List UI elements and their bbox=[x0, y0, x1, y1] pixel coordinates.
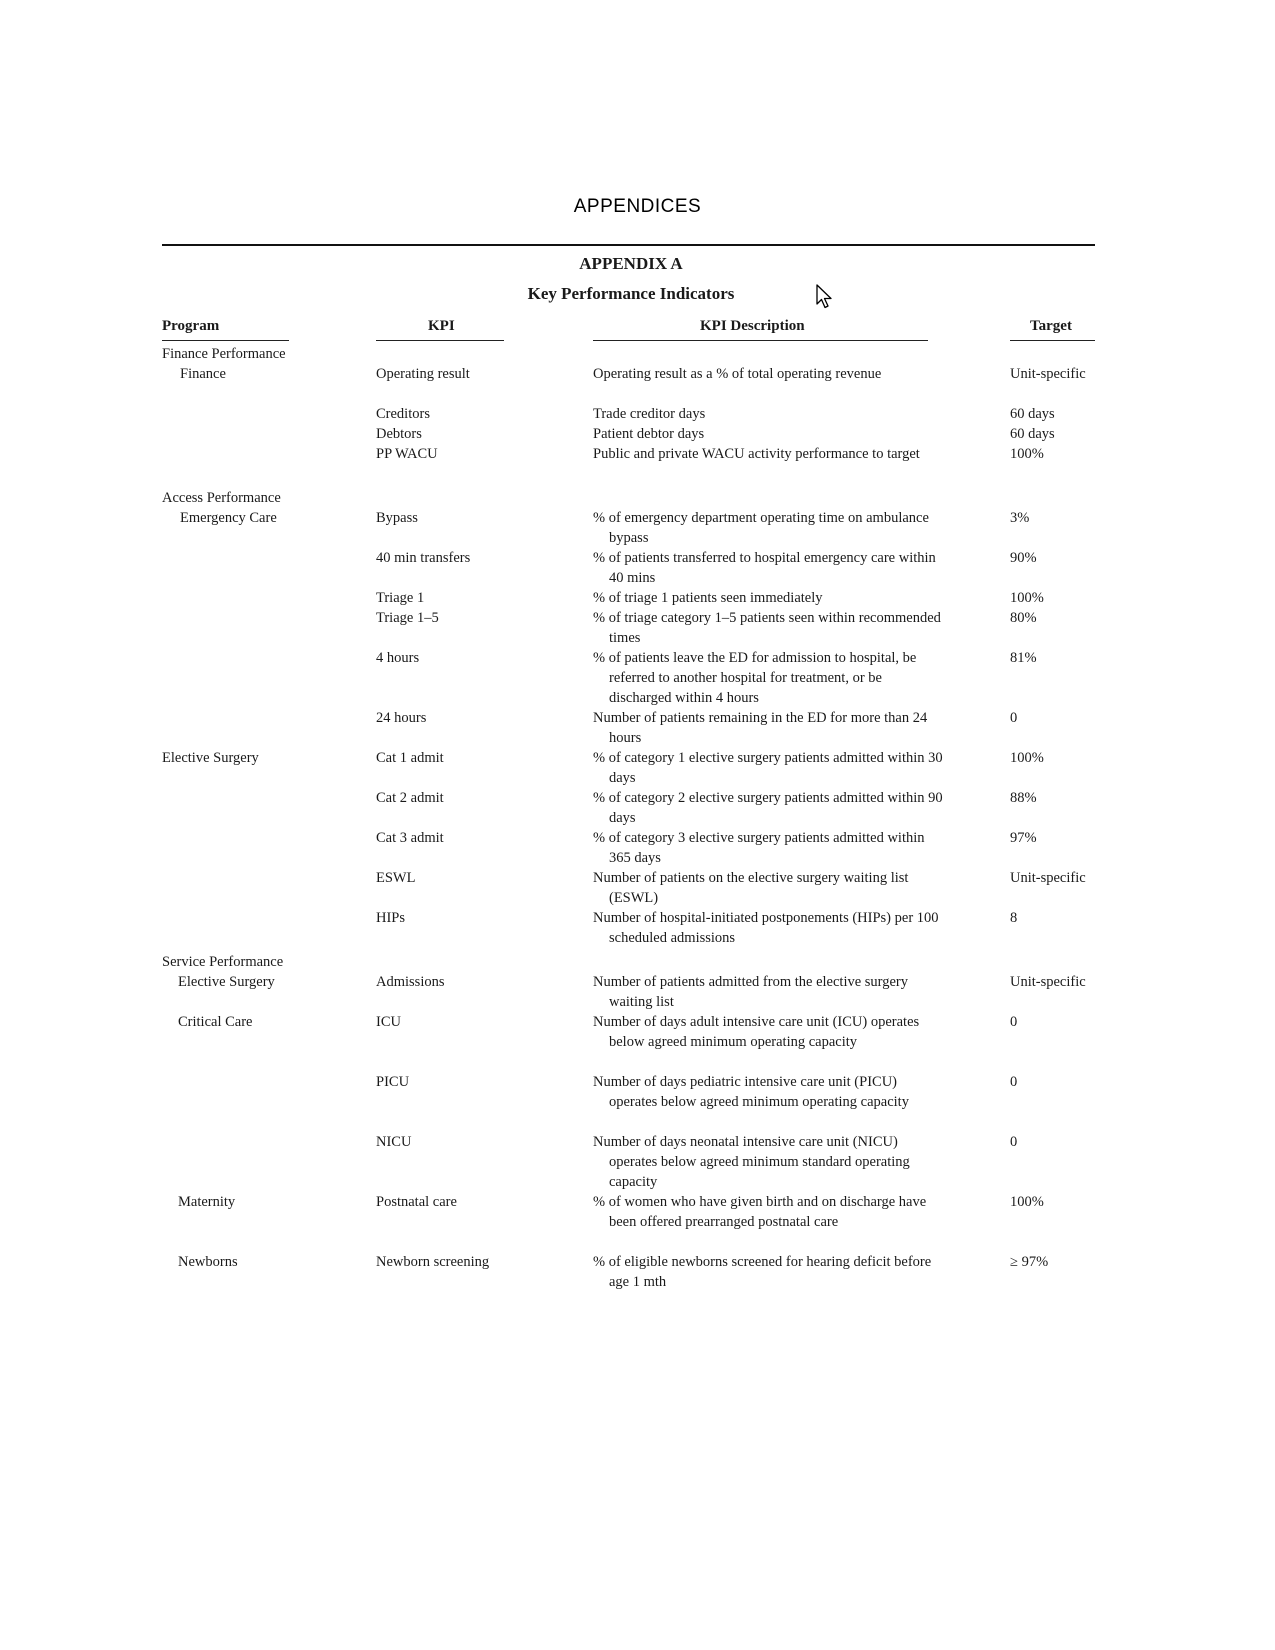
program-cell: Service Performance bbox=[162, 954, 284, 970]
header-description-rule bbox=[593, 340, 928, 341]
kpi-cell: NICU bbox=[376, 1134, 412, 1150]
kpi-cell: 40 min transfers bbox=[376, 550, 471, 566]
header-kpi-rule bbox=[376, 340, 504, 341]
description-cell: Number of days pediatric intensive care unit (PICU) operates below agreed minimum operating capacity bbox=[593, 1074, 909, 1110]
program-cell: Finance bbox=[180, 366, 226, 382]
target-cell: 81% bbox=[1010, 650, 1037, 666]
description-cell: Number of days neonatal intensive care unit (NICU) operates below agreed minimum standard operating capacity bbox=[593, 1134, 910, 1190]
kpi-cell: Cat 3 admit bbox=[376, 830, 444, 846]
header-program: Program bbox=[162, 318, 220, 334]
target-cell: 8 bbox=[1010, 910, 1018, 926]
description-cell: % of patients transferred to hospital emergency care within 40 mins bbox=[593, 550, 936, 586]
program-cell: Emergency Care bbox=[180, 510, 277, 526]
appendix-label: APPENDIX A bbox=[579, 254, 683, 273]
target-cell: 0 bbox=[1010, 1134, 1018, 1150]
target-cell: 97% bbox=[1010, 830, 1037, 846]
program-cell: Critical Care bbox=[178, 1014, 253, 1030]
description-cell: % of triage 1 patients seen immediately bbox=[593, 590, 823, 606]
description-cell: Trade creditor days bbox=[593, 406, 706, 422]
kpi-cell: Admissions bbox=[376, 974, 445, 990]
kpi-cell: Operating result bbox=[376, 366, 470, 382]
kpi-cell: Cat 2 admit bbox=[376, 790, 444, 806]
description-cell: Patient debtor days bbox=[593, 426, 705, 442]
header-target: Target bbox=[1030, 318, 1072, 334]
kpi-cell: Cat 1 admit bbox=[376, 750, 444, 766]
description-cell: % of patients leave the ED for admission to hospital, be referred to another hospital for treatment, or be discharged within 4 hours bbox=[593, 650, 917, 706]
program-cell: Access Performance bbox=[162, 490, 281, 506]
target-cell: 80% bbox=[1010, 610, 1037, 626]
kpi-cell: ESWL bbox=[376, 870, 416, 886]
kpi-cell: ICU bbox=[376, 1014, 401, 1030]
page-title: APPENDICES bbox=[573, 196, 702, 217]
kpi-cell: 4 hours bbox=[376, 650, 420, 666]
header-description: KPI Description bbox=[700, 318, 805, 334]
target-cell: 3% bbox=[1010, 510, 1030, 526]
program-cell: Elective Surgery bbox=[162, 750, 259, 766]
target-cell: 100% bbox=[1010, 750, 1044, 766]
description-cell: % of category 1 elective surgery patients admitted within 30 days bbox=[593, 750, 943, 786]
description-cell: % of category 3 elective surgery patients admitted within 365 days bbox=[593, 830, 925, 866]
description-cell: % of eligible newborns screened for hearing deficit before age 1 mth bbox=[593, 1254, 932, 1290]
target-cell: Unit-specific bbox=[1010, 366, 1086, 382]
description-cell: Number of patients remaining in the ED for more than 24 hours bbox=[593, 710, 928, 746]
description-cell: Number of hospital-initiated postponements (HIPs) per 100 scheduled admissions bbox=[593, 910, 939, 946]
description-cell: Public and private WACU activity performance to target bbox=[593, 446, 920, 462]
description-cell: % of category 2 elective surgery patients admitted within 90 days bbox=[593, 790, 943, 826]
target-cell: 60 days bbox=[1010, 406, 1055, 422]
description-cell: % of emergency department operating time on ambulance bypass bbox=[593, 510, 929, 546]
kpi-cell: PP WACU bbox=[376, 446, 438, 462]
kpi-cell: PICU bbox=[376, 1074, 410, 1090]
kpi-cell: Newborn screening bbox=[376, 1254, 490, 1270]
kpi-cell: HIPs bbox=[376, 910, 406, 926]
program-cell: Elective Surgery bbox=[178, 974, 275, 990]
description-cell: Number of days adult intensive care unit (ICU) operates below agreed minimum operating capacity bbox=[593, 1014, 920, 1050]
description-cell: Number of patients on the elective surgery waiting list (ESWL) bbox=[593, 870, 909, 906]
kpi-cell: Triage 1–5 bbox=[376, 610, 439, 626]
target-cell: Unit-specific bbox=[1010, 974, 1086, 990]
kpi-cell: 24 hours bbox=[376, 710, 427, 726]
target-cell: ≥ 97% bbox=[1010, 1254, 1049, 1270]
kpi-cell: Creditors bbox=[376, 406, 430, 422]
kpi-cell: Bypass bbox=[376, 510, 418, 526]
kpi-cell: Triage 1 bbox=[376, 590, 425, 606]
target-cell: Unit-specific bbox=[1010, 870, 1086, 886]
top-rule bbox=[162, 244, 1095, 246]
target-cell: 0 bbox=[1010, 1074, 1018, 1090]
target-cell: 100% bbox=[1010, 1194, 1044, 1210]
description-cell: Operating result as a % of total operating revenue bbox=[593, 366, 882, 382]
kpi-cell: Postnatal care bbox=[376, 1194, 457, 1210]
program-cell: Newborns bbox=[178, 1254, 238, 1270]
target-cell: 60 days bbox=[1010, 426, 1055, 442]
program-cell: Finance Performance bbox=[162, 346, 286, 362]
appendix-subtitle: Key Performance Indicators bbox=[527, 284, 735, 303]
description-cell: Number of patients admitted from the elective surgery waiting list bbox=[593, 974, 909, 1010]
target-cell: 0 bbox=[1010, 1014, 1018, 1030]
target-cell: 0 bbox=[1010, 710, 1018, 726]
description-cell: % of women who have given birth and on discharge have been offered prearranged postnatal care bbox=[593, 1194, 927, 1230]
header-program-rule bbox=[162, 340, 289, 341]
header-target-rule bbox=[1010, 340, 1095, 341]
target-cell: 90% bbox=[1010, 550, 1037, 566]
header-kpi: KPI bbox=[428, 318, 455, 334]
kpi-cell: Debtors bbox=[376, 426, 422, 442]
description-cell: % of triage category 1–5 patients seen within recommended times bbox=[593, 610, 941, 646]
target-cell: 100% bbox=[1010, 446, 1044, 462]
target-cell: 100% bbox=[1010, 590, 1044, 606]
mouse-cursor-icon bbox=[816, 284, 834, 310]
program-cell: Maternity bbox=[178, 1194, 236, 1210]
target-cell: 88% bbox=[1010, 790, 1037, 806]
